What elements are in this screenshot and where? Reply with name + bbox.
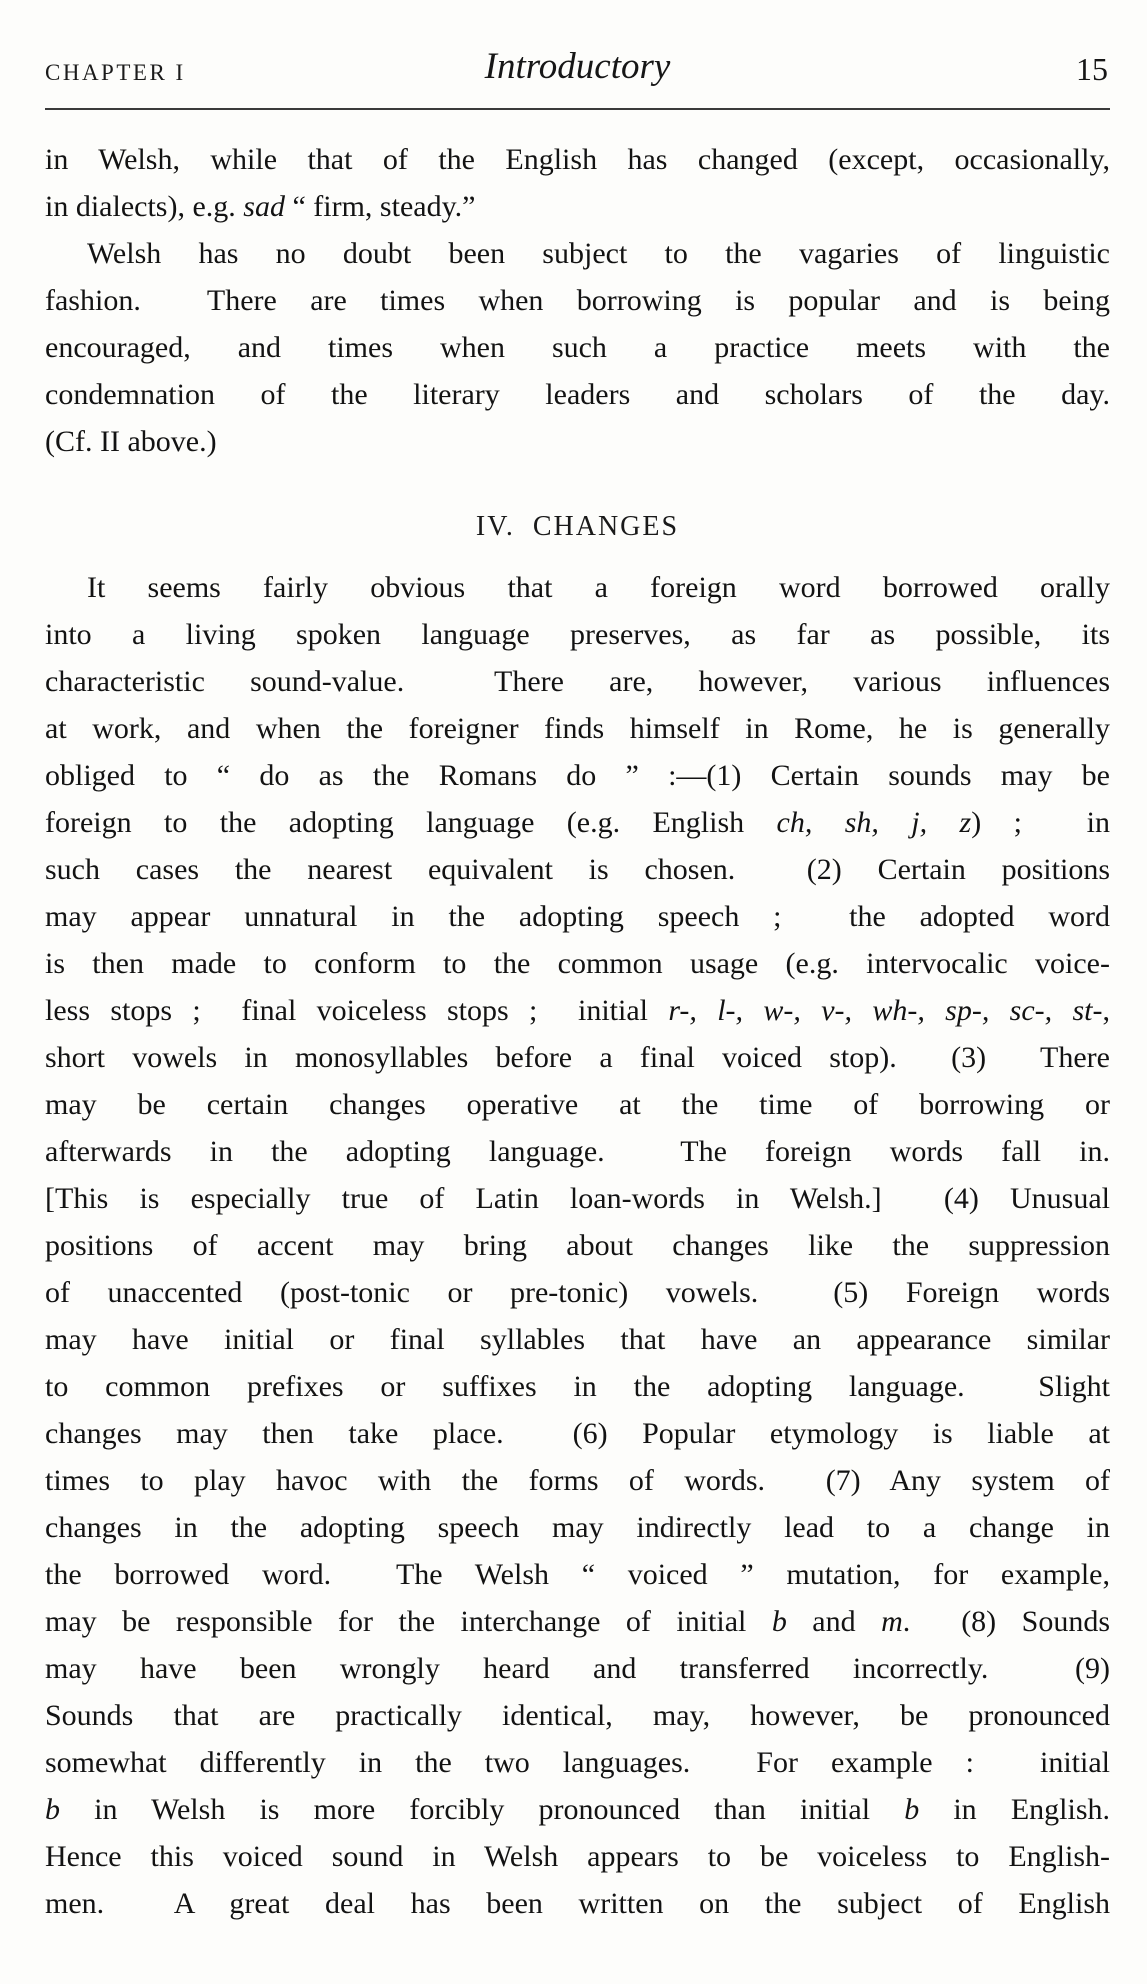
text-line — [45, 230, 1110, 277]
text-line — [45, 1739, 1110, 1786]
italic-text: sad — [243, 190, 285, 223]
text-segment: Sounds that are practically identical, may, however, be pronounced — [45, 1699, 1110, 1732]
text-segment: changes in the adopting speech may indirectly lead to a change in — [45, 1511, 1110, 1544]
text-segment: IV. CHANGES — [475, 511, 680, 542]
text-line — [45, 1692, 1110, 1739]
text-line — [45, 1034, 1110, 1081]
text-line — [45, 1551, 1110, 1598]
text-line — [45, 1081, 1110, 1128]
header-rule — [45, 108, 1110, 110]
text-segment: positions of accent may bring about changes like the suppression — [45, 1229, 1110, 1262]
text-line — [45, 564, 1110, 611]
text-line — [45, 418, 1110, 465]
text-line — [45, 987, 1110, 1034]
text-line — [45, 705, 1110, 752]
text-segment: in English. — [919, 1793, 1110, 1826]
text-segment: foreign to the adopting language (e.g. English — [45, 806, 777, 839]
text-segment: . (8) Sounds — [902, 1605, 1110, 1638]
text-line — [45, 1316, 1110, 1363]
text-segment: may be certain changes operative at the time of borrowing or — [45, 1088, 1110, 1121]
text-segment: times to play havoc with the forms of words. (7) Any system of — [45, 1464, 1110, 1497]
page-number: 15 — [1076, 51, 1108, 87]
text-segment: afterwards in the adopting language. The foreign words fall in. — [45, 1135, 1110, 1168]
text-line — [45, 1786, 1110, 1833]
text-segment: obliged to “ do as the Romans do ” :—(1) Certain sounds may be — [45, 759, 1110, 792]
text-segment: in dialects), e.g. — [45, 190, 244, 223]
text-line — [45, 1222, 1110, 1269]
text-line — [45, 1880, 1110, 1927]
text-line — [45, 752, 1110, 799]
section-heading — [45, 503, 1110, 550]
text-line — [45, 1833, 1110, 1880]
text-segment: and — [786, 1605, 882, 1638]
text-segment: somewhat differently in the two languages. For example : initial — [45, 1746, 1110, 1779]
text-segment: changes may then take place. (6) Popular etymology is liable at — [45, 1417, 1110, 1450]
text-segment: of unaccented (post-tonic or pre-tonic) vowels. (5) Foreign words — [45, 1276, 1110, 1309]
text-segment: [This is especially true of Latin loan-words in Welsh.] (4) Unusual — [45, 1182, 1110, 1215]
text-line — [45, 1504, 1110, 1551]
text-segment: may be responsible for the interchange of initial — [45, 1605, 772, 1638]
text-line — [45, 1457, 1110, 1504]
text-segment: men. A great deal has been written on the subject of English — [45, 1887, 1110, 1920]
text-segment: into a living spoken language preserves, as far as possible, its — [45, 618, 1110, 651]
text-segment: ) ; in — [971, 806, 1111, 839]
text-line — [45, 1269, 1110, 1316]
text-line — [45, 371, 1110, 418]
text-segment: at work, and when the foreigner finds himself in Rome, he is generally — [45, 712, 1110, 745]
text-segment: “ firm, steady.” — [284, 190, 476, 223]
text-segment: Hence this voiced sound in Welsh appears to be voiceless to English- — [45, 1840, 1110, 1873]
text-segment: such cases the nearest equivalent is chosen. (2) Certain positions — [45, 853, 1110, 886]
text-line — [45, 136, 1110, 183]
italic-text: ch, sh, j, z — [776, 806, 972, 839]
chapter-label: CHAPTER I — [45, 60, 186, 85]
text-line — [45, 940, 1110, 987]
text-line — [45, 658, 1110, 705]
page-header — [45, 44, 1110, 88]
text-line — [45, 799, 1110, 846]
text-segment: condemnation of the literary leaders and scholars of the day. — [45, 378, 1110, 411]
text-segment: less stops ; final voiceless stops ; initial — [45, 994, 669, 1027]
text-segment: , — [1102, 994, 1110, 1027]
text-segment: It seems fairly obvious that a foreign word borrowed orally — [87, 571, 1110, 604]
text-segment: in Welsh, while that of the English has changed (except, occasionally, — [45, 143, 1110, 176]
text-segment: the borrowed word. The Welsh “ voiced ” mutation, for example, — [45, 1558, 1110, 1591]
text-line — [45, 1363, 1110, 1410]
text-segment: is then made to conform to the common usage (e.g. intervocalic voice- — [45, 947, 1110, 980]
italic-text: b — [771, 1605, 787, 1638]
text-segment: fashion. There are times when borrowing is popular and is being — [45, 284, 1110, 317]
text-segment: may have been wrongly heard and transferred incorrectly. (9) — [45, 1652, 1110, 1685]
text-line — [45, 1410, 1110, 1457]
text-segment: in Welsh is more forcibly pronounced than initial — [60, 1793, 905, 1826]
text-segment: encouraged, and times when such a practice meets with the — [45, 331, 1110, 364]
text-line — [45, 611, 1110, 658]
text-line — [45, 1598, 1110, 1645]
italic-text: r-, l-, w-, v-, wh-, sp-, sc-, st- — [668, 994, 1103, 1027]
italic-text: b — [904, 1793, 920, 1826]
text-segment: may appear unnatural in the adopting speech ; the adopted word — [45, 900, 1110, 933]
text-line — [45, 1645, 1110, 1692]
text-segment: Welsh has no doubt been subject to the vagaries of linguistic — [87, 237, 1110, 270]
text-segment: may have initial or final syllables that have an appearance similar — [45, 1323, 1110, 1356]
text-segment: to common prefixes or suffixes in the adopting language. Slight — [45, 1370, 1110, 1403]
text-segment: (Cf. II above.) — [45, 425, 217, 458]
text-line — [45, 893, 1110, 940]
running-title: Introductory — [484, 46, 671, 87]
text-line — [45, 1175, 1110, 1222]
text-segment: characteristic sound-value. There are, however, various influences — [45, 665, 1110, 698]
text-line — [45, 183, 1110, 230]
text-line — [45, 324, 1110, 371]
italic-text: b — [45, 1793, 60, 1826]
italic-text: m — [881, 1605, 903, 1638]
text-line — [45, 1128, 1110, 1175]
page-body — [45, 136, 1110, 1927]
text-line — [45, 277, 1110, 324]
text-segment: short vowels in monosyllables before a final voiced stop). (3) There — [45, 1041, 1110, 1074]
text-line — [45, 846, 1110, 893]
